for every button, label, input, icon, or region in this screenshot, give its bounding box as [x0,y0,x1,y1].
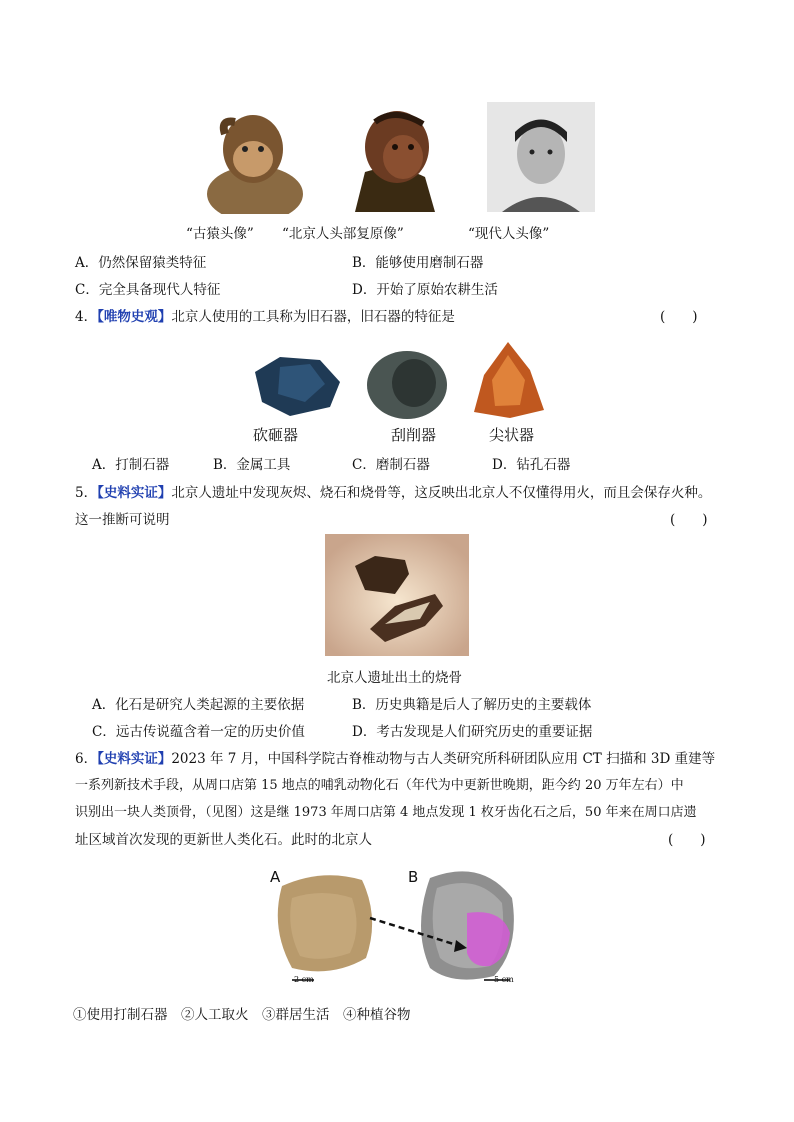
q5-stem-line2: 这一推断可说明 [75,512,170,528]
figure-label-a: A [270,868,281,886]
q5-option-d: D．考古发现是人们研究历史的重要证据 [352,724,593,740]
label-scraper: 刮削器 [391,426,437,444]
q3-option-b: B．能够使用磨制石器 [352,255,484,271]
q4-option-c: C．磨制石器 [352,457,430,473]
q5-option-a: A．化石是研究人类起源的主要依据 [92,697,305,713]
label-chopper: 砍砸器 [253,426,299,444]
q3-option-c: C．完全具备现代人特征 [75,282,221,298]
q6-stem-line3: 识别出一块人类顶骨，（见图）这是继 1973 年周口店第 4 地点发现 1 枚牙齿化石之后，50 年来在周口店遗 [75,805,697,820]
q4-option-d: D．钻孔石器 [492,457,571,473]
figure-label-b: B [408,868,419,886]
q5-stem-line1: 5．【史料实证】北京人遗址中发现灰烬、烧石和烧骨等，这反映出北京人不仅懂得用火，而且会保存火种。 [75,485,712,501]
caption-peking-man-head: “北京人头部复原像” [282,226,404,242]
q6-tag: 【史料实证】 [97,751,172,767]
scraper-tool-image [364,349,450,421]
caption-ape-head: “古猿头像” [186,226,254,242]
peking-man-head-image [345,102,445,212]
q6-stem-line2: 一系列新技术手段，从周口店第 15 地点的哺乳动物化石（年代为中更新世晚期，距今约 20 万年左右）中 [75,778,684,793]
q6-choices: ①使用打制石器 ②人工取火 ③群居生活 ④种植谷物 [73,1007,411,1023]
q3-option-a: A．仍然保留猿类特征 [75,255,207,271]
q3-option-d: D．开始了原始农耕生活 [352,282,498,298]
q6-answer-paren: ( ) [668,832,706,848]
label-pointed-tool: 尖状器 [489,426,535,444]
caption-modern-human-head: “现代人头像” [468,226,550,242]
q5-option-c: C．远古传说蕴含着一定的历史价值 [92,724,305,740]
q6-stem-line1: 6．【史料实证】2023 年 7 月，中国科学院古脊椎动物与古人类研究所科研团队应用 CT 扫描和 3D 重建等 [75,751,716,767]
pointed-tool-image [470,340,546,420]
q5-option-b: B．历史典籍是后人了解历史的主要载体 [352,697,592,713]
chopper-tool-image [250,352,342,418]
burnt-bone-image [325,534,469,656]
q4-stem: 4．【唯物史观】北京人使用的工具称为旧石器，旧石器的特征是 [75,309,455,325]
q4-option-b: B．金属工具 [213,457,291,473]
q4-answer-paren: ( ) [660,309,698,325]
scale-label-a: 2 cm [294,975,314,984]
q5-tag: 【史料实证】 [97,485,172,501]
q6-stem-line4: 址区域首次发现的更新世人类化石。此时的北京人 [75,832,372,848]
scale-label-b: 5 cm [494,975,514,984]
q4-option-a: A．打制石器 [92,457,170,473]
q4-tag: 【唯物史观】 [97,309,172,325]
parietal-bone-figure [262,858,524,988]
ape-head-image [205,104,305,214]
q5-answer-paren: ( ) [670,512,708,528]
modern-human-head-image [487,102,595,212]
q5-figure-caption: 北京人遗址出土的烧骨 [327,670,462,686]
